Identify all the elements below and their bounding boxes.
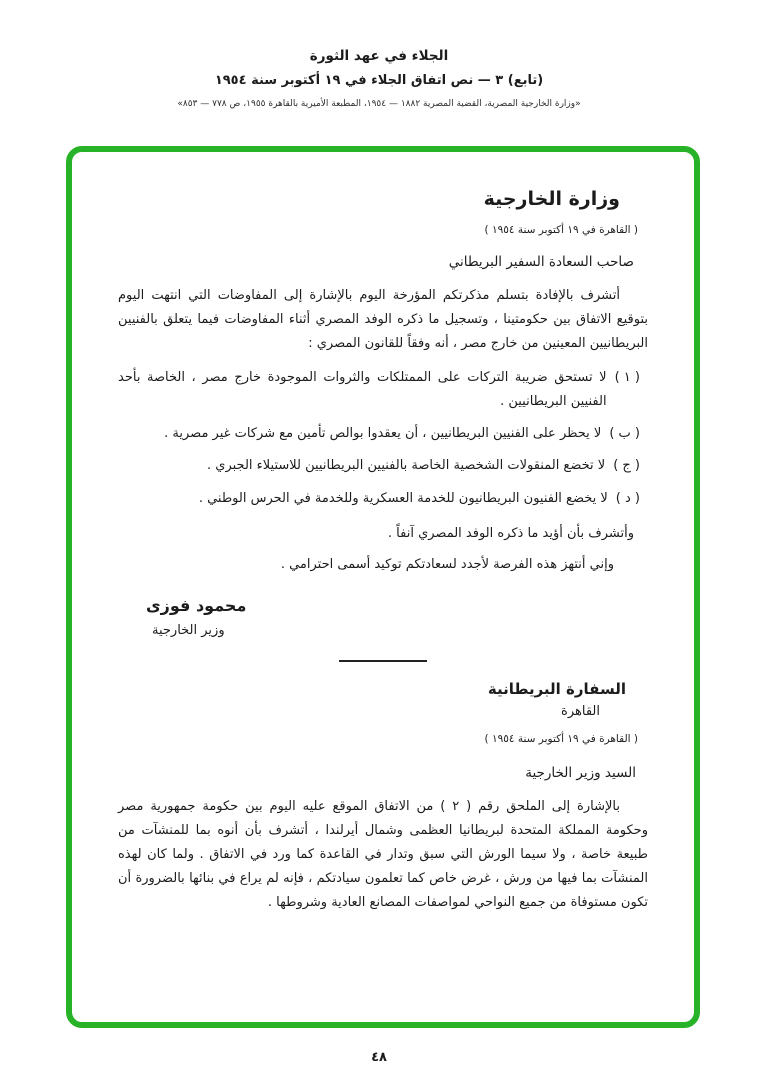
list-item-text: لا تستحق ضريبة التركات على الممتلكات والثروات الموجودة خارج مصر ، الخاصة بأحد الفنيين البريطانيين . [118, 370, 607, 409]
list-item [118, 487, 640, 510]
letter1-confirmation-line: وأتشرف بأن أؤيد ما ذكره الوفد المصري آنفاً . [387, 526, 634, 542]
list-item [118, 422, 640, 445]
letter2-date: ( القاهرة في ١٩ أكتوبر سنة ١٩٥٤ ) [484, 733, 638, 746]
letter1-salutation: صاحب السعادة السفير البريطاني [448, 254, 634, 270]
list-item-text: لا تخضع المنقولات الشخصية الخاصة بالفنيين البريطانيين للاستيلاء الجبري . [207, 458, 606, 474]
ministry-letter [118, 188, 648, 638]
list-item-label: ( د ) [615, 490, 640, 506]
section-subtitle: (تابع) ٣ — نص اتفاق الجلاء في ١٩ أكتوبر سنة ١٩٥٤ [214, 73, 544, 88]
document-header [0, 48, 758, 109]
embassy-heading: السفارة البريطانية [487, 680, 626, 699]
section-divider [339, 660, 427, 662]
letter2-salutation: السيد وزير الخارجية [525, 765, 636, 782]
list-item [118, 454, 640, 477]
book-title: الجلاء في عهد الثورة [309, 48, 449, 64]
list-item-text: لا يحظر على الفنيين البريطانيين ، أن يعقدوا بوالص تأمين مع شركات غير مصرية . [164, 425, 602, 441]
ministry-heading: وزارة الخارجية [483, 188, 620, 210]
signature-block [118, 596, 648, 638]
letter2-body-paragraph: بالإشارة إلى الملحق رقم ( ٢ ) من الاتفاق الموقع عليه اليوم بين حكومة جمهورية مصر وحكومة المملكة المتحدة لبريطانيا العظمى وشمال أيرلندا ، أتشرف بأن أنوه بما للمنشآت من طبيعة خاصة ، ولا سيما الورش التي سبق وتدار في القاعدة كما ورد في الاتفاق . ولما كان لهذه المنشآت بما فيها من ورش ، غرض خاص كما تعلمون سيادتكم ، فإنه لم يراع في بنائها بالضرورة أن تكون مستوفاة من جميع النواحي لمواصفات المصانع العادية وشروطها . [118, 799, 648, 911]
list-item-label: ( ب ) [609, 425, 640, 441]
embassy-letter [118, 680, 648, 915]
letter1-closing-line: وإني أنتهز هذه الفرصة لأجدد لسعادتكم توكيد أسمى احترامي . [280, 557, 614, 573]
document-frame [66, 146, 700, 1028]
list-item [118, 366, 640, 413]
page-number: ٤٨ [371, 1050, 387, 1065]
list-item-text: لا يخضع الفنيون البريطانيون للخدمة العسكرية وللخدمة في الحرس الوطني . [198, 490, 608, 506]
letter1-intro-paragraph: أتشرف بالإفادة بتسلم مذكرتكم المؤرخة اليوم بالإشارة إلى المفاوضات التي انتهت اليوم بتوقيع الاتفاق بين حكومتينا ، وتسجيل ما ذكره الوفد المصري أثناء المفاوضات فيما يتعلق بالفنيين البريطانيين المعينين من خارج مصر ، أنه وفقاً للقانون المصري : [118, 288, 648, 352]
signature-name: محمود فوزى [146, 596, 247, 616]
embassy-city: القاهرة [561, 704, 600, 720]
list-item-label: ( ١ ) [614, 370, 640, 386]
source-citation: «وزارة الخارجية المصرية، القضية المصرية ١٨٨٢ — ١٩٥٤، المطبعة الأميرية بالقاهرة ١٩٥٥، ص ٧٧٨ — ٨٥٣» [177, 99, 581, 109]
letter1-items-list [118, 366, 640, 510]
list-item-label: ( ج ) [613, 458, 640, 474]
signature-title: وزير الخارجية [152, 623, 225, 639]
page-footer [0, 1050, 758, 1065]
letter1-date: ( القاهرة في ١٩ أكتوبر سنة ١٩٥٤ ) [484, 224, 638, 236]
